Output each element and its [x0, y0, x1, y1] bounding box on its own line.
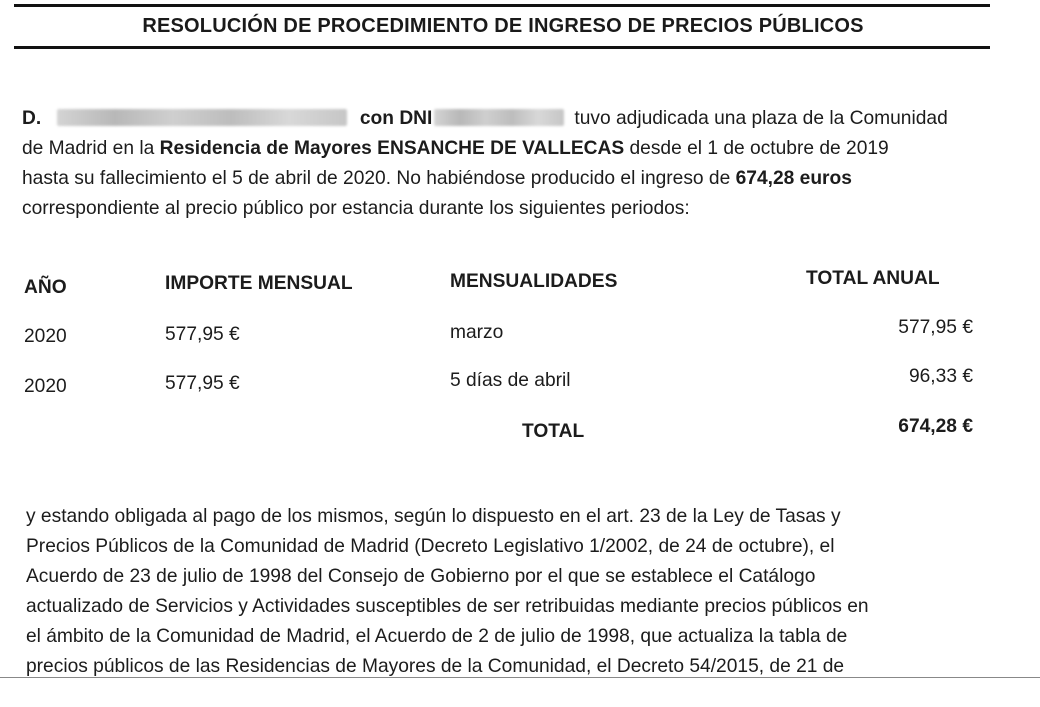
top-rule — [14, 4, 990, 7]
body-paragraph — [26, 502, 996, 682]
intro-line-3 — [22, 164, 992, 194]
intro-line-2-c: desde el 1 de octubre de 2019 — [629, 138, 889, 159]
body-line-3: Acuerdo de 23 de julio de 1998 del Consejo de Gobierno por el que se establece el Catálogo — [26, 566, 816, 587]
col-header-installments: MENSUALIDADES — [450, 271, 618, 292]
dni-label: con DNI — [359, 108, 433, 129]
row-2-annual: 96,33 € — [908, 366, 973, 387]
person-prefix: D. — [22, 108, 42, 129]
body-line-6: precios públicos de las Residencias de Mayores de la Comunidad, el Decreto 54/2015, de 21 de — [26, 656, 845, 677]
intro-line-3-a: hasta su fallecimiento el 5 de abril de 2020. No habiéndose producido el ingreso de — [22, 168, 731, 189]
col-header-annual: TOTAL ANUAL — [806, 268, 940, 289]
body-line-1: y estando obligada al pago de los mismos, según lo dispuesto en el art. 23 de la Ley de Tasas y — [26, 506, 841, 527]
intro-line-1-text: tuvo adjudicada una plaza de la Comunidad — [574, 108, 948, 129]
intro-line-4: correspondiente al precio público por estancia durante los siguientes periodos: — [22, 198, 690, 219]
redacted-name — [57, 109, 347, 126]
col-header-year: AÑO — [24, 277, 67, 298]
row-2-installments: 5 días de abril — [450, 370, 571, 391]
document-title: RESOLUCIÓN DE PROCEDIMIENTO DE INGRESO DE PRECIOS PÚBLICOS — [142, 15, 864, 37]
body-line-4: actualizado de Servicios y Actividades susceptibles de ser retribuidas mediante precios públicos en — [26, 596, 869, 617]
residence-name: Residencia de Mayores ENSANCHE DE VALLECAS — [159, 138, 625, 159]
row-1-year: 2020 — [24, 326, 67, 347]
page-cut-line — [0, 677, 1040, 678]
body-line-5: el ámbito de la Comunidad de Madrid, el Acuerdo de 2 de julio de 1998, que actualiza la tabla de — [26, 626, 848, 647]
row-1-annual: 577,95 € — [898, 317, 973, 338]
row-2-year: 2020 — [24, 376, 67, 397]
intro-line-1 — [22, 104, 992, 134]
intro-line-2 — [22, 134, 992, 164]
total-amount-euros: 674,28 euros — [735, 168, 852, 189]
intro-line-2-a: de Madrid en la — [22, 138, 155, 159]
title-underline — [14, 46, 990, 49]
redacted-dni — [434, 109, 564, 126]
row-1-installments: marzo — [450, 322, 504, 343]
row-1-monthly: 577,95 € — [165, 324, 240, 345]
total-value: 674,28 € — [898, 416, 973, 437]
intro-paragraph — [22, 104, 992, 224]
body-line-2: Precios Públicos de la Comunidad de Madrid (Decreto Legislativo 1/2002, de 24 de octubre), el — [26, 536, 835, 557]
row-2-monthly: 577,95 € — [165, 373, 240, 394]
page-cut-area — [0, 678, 1040, 707]
total-label: TOTAL — [522, 421, 585, 442]
col-header-monthly: IMPORTE MENSUAL — [165, 273, 353, 294]
